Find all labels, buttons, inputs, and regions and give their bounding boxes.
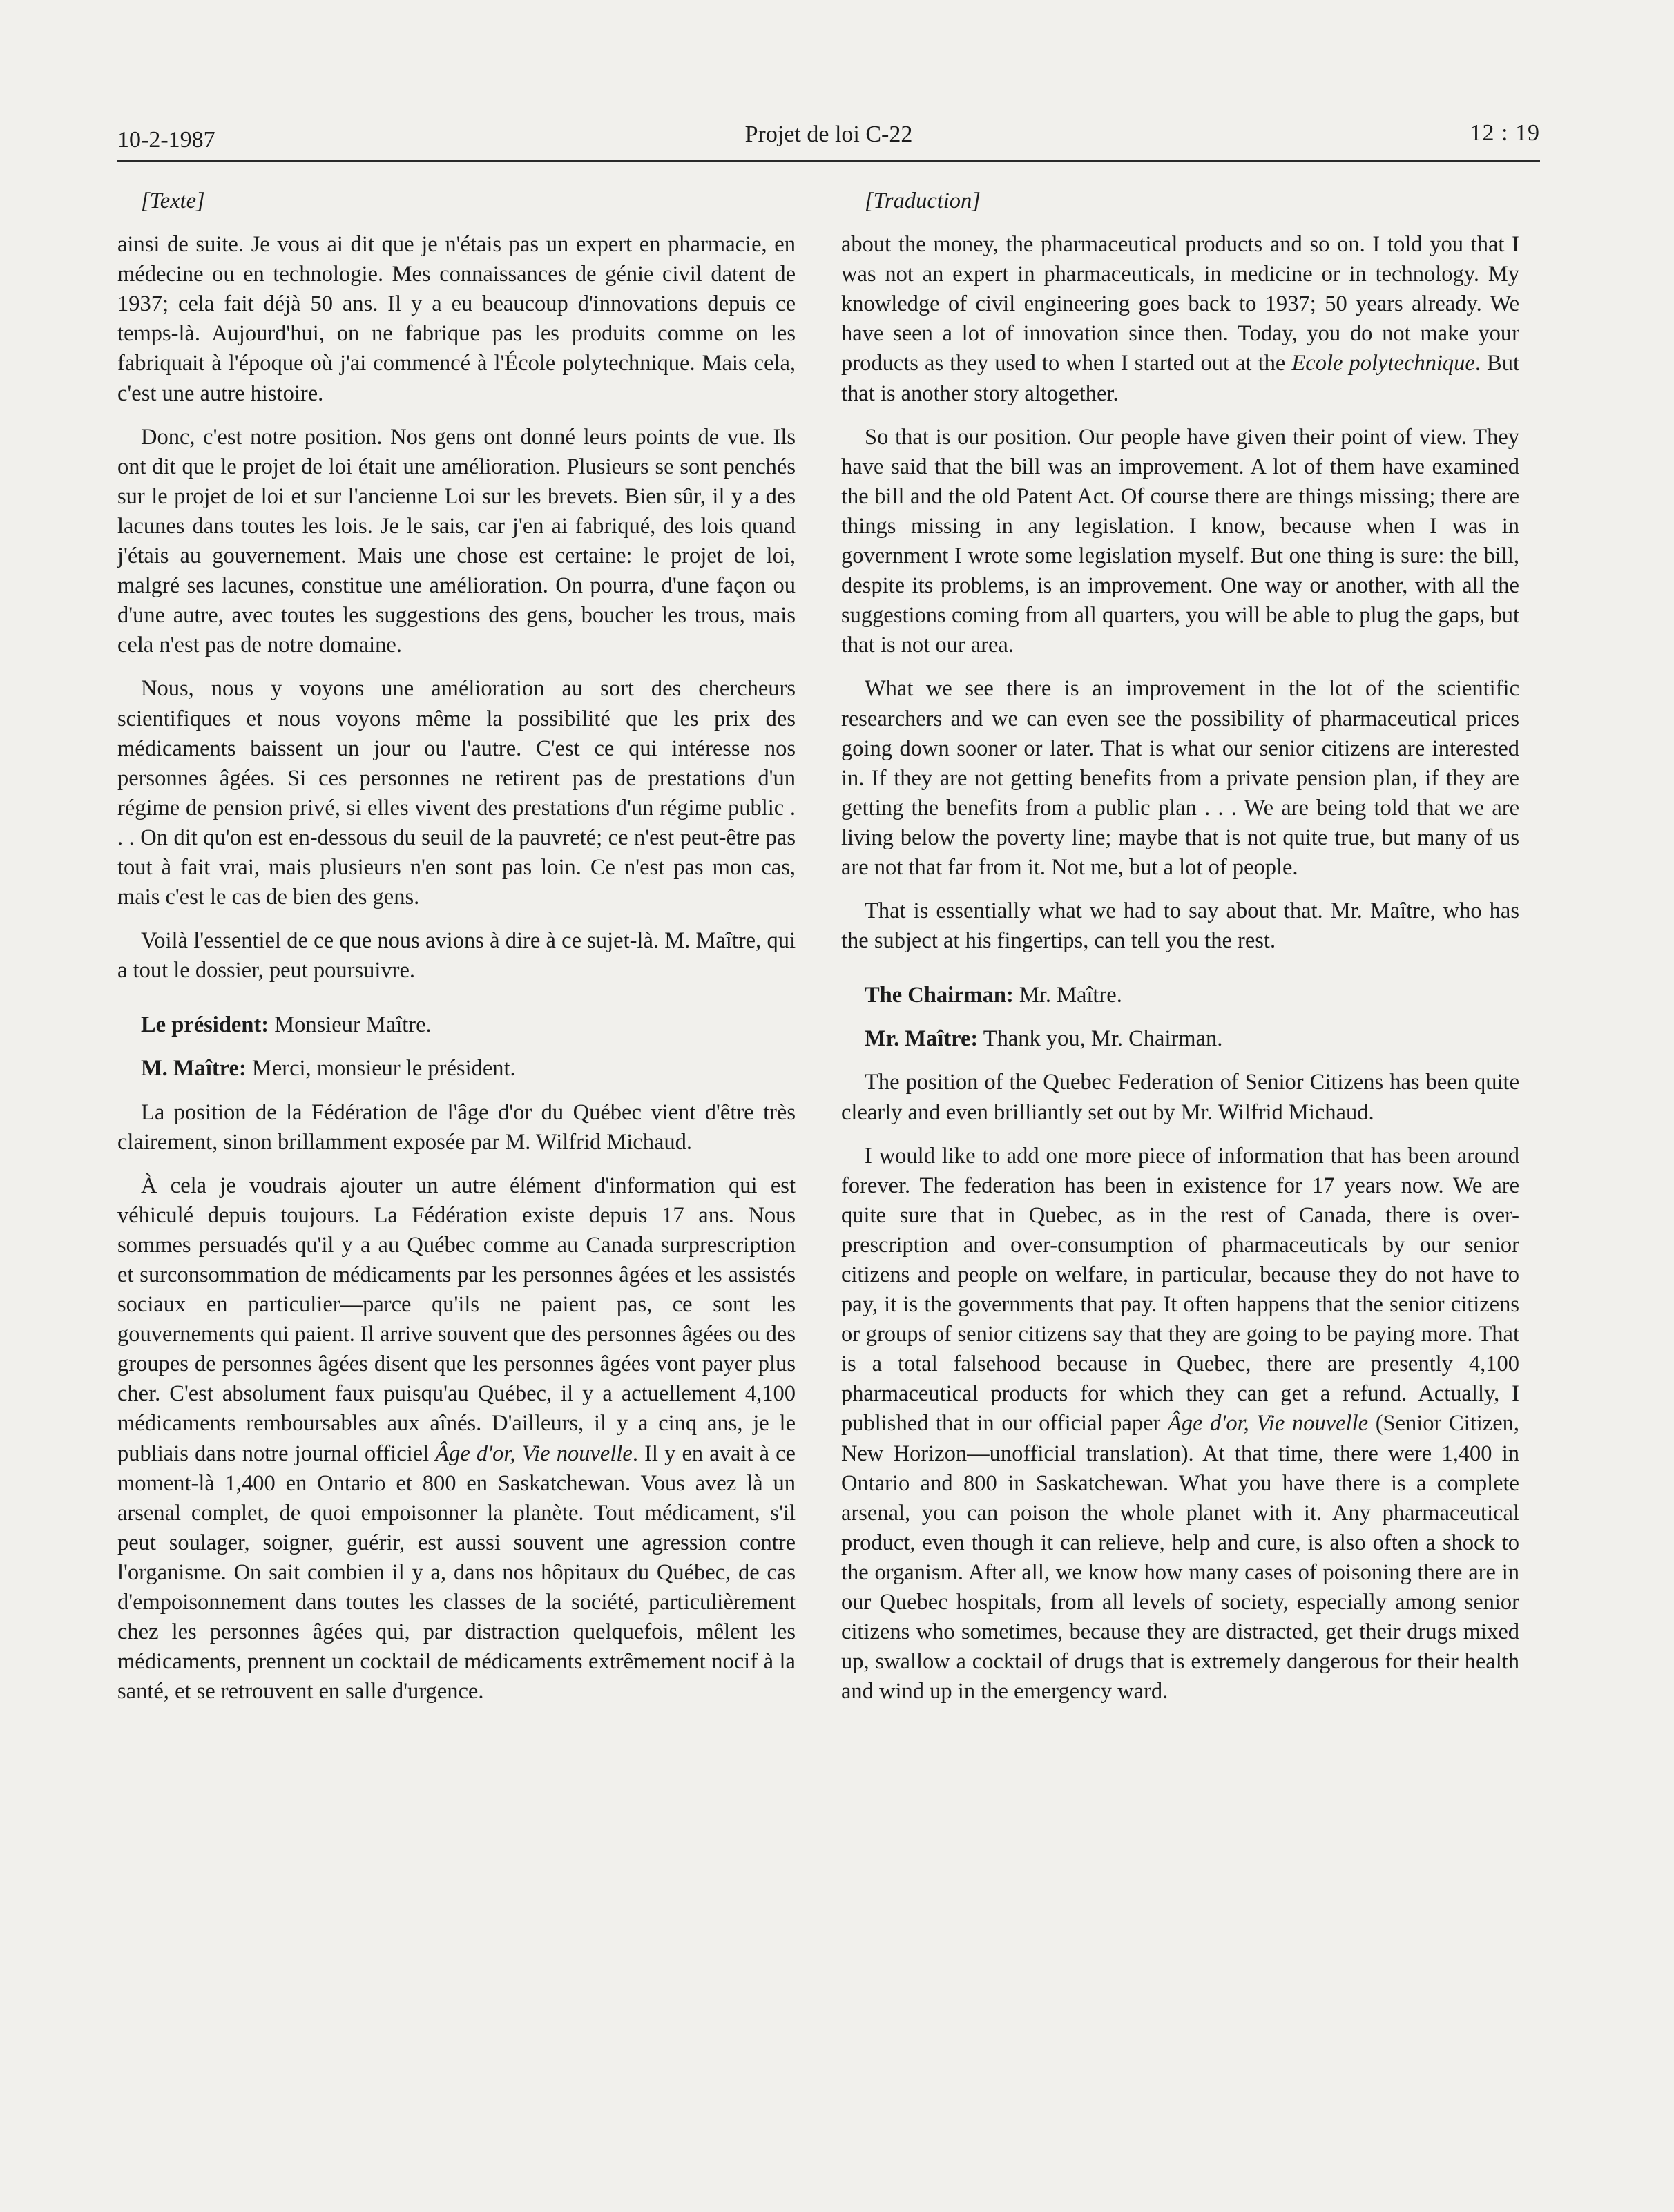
speaker-text: Merci, monsieur le président. (246, 1056, 516, 1081)
paragraph-text: . But that is another story altogether. (841, 351, 1519, 406)
paragraph: ainsi de suite. Je vous ai dit que je n'étais pas un expert en pharmacie, en médecine ou en technologie. Mes connaissances de génie civil datent de 1937; cela fait déjà 50 ans. Il y a eu beaucoup d'innovations depuis ce temps-là. Aujourd'hui, on ne fabrique pas les produits comme on les fabriquait à l'époque où j'ai commencé à l'École polytechnique. Mais cela, c'est une autre histoire. (117, 232, 796, 406)
paragraph (117, 1171, 796, 1707)
english-column (841, 186, 1519, 1720)
column-label: [Texte] (141, 189, 205, 213)
paragraph: La position de la Fédération de l'âge d'or du Québec vient d'être très clairement, sinon brillamment exposée par M. Wilfrid Michaud. (117, 1099, 796, 1155)
speaker-text: Thank you, Mr. Chairman. (978, 1026, 1223, 1052)
speaker-line (841, 981, 1519, 1010)
header-date: 10-2-1987 (117, 127, 215, 153)
speaker-line (841, 1024, 1519, 1054)
paragraph: What we see there is an improvement in the lot of the scientific researchers and we can even see the possibility of pharmaceutical prices going down sooner or later. That is what our senior citizens are interested in. If they are not getting benefits from a private pension plan, if they are getting the benefits from a public plan . . . We are being told that we are living below the poverty line; maybe that is not quite true, but many of us are not that far from it. Not me, but a lot of people. (841, 676, 1519, 880)
paragraph: Donc, c'est notre position. Nos gens ont donné leurs points de vue. Ils ont dit que le projet de loi était une amélioration. Plusieurs se sont penchés sur le projet de loi et sur l'ancienne Loi sur les brevets. Bien sûr, il y a des lacunes dans toutes les lois. Je le sais, car j'en ai fabriqué, des lois quand j'étais au gouvernement. Mais une chose est certaine: le projet de loi, malgré ses lacunes, constitue une amélioration. On pourra, d'une façon ou d'une autre, avec toutes les suggestions des gens, boucher les trous, mais cela n'est pas de notre domaine. (117, 424, 796, 658)
publication-title: Âge d'or, Vie nouvelle (1167, 1411, 1369, 1436)
paragraph: Nous, nous y voyons une amélioration au sort des chercheurs scientifiques et nous voyons même la possibilité que les prix des médicaments baissent un jour ou l'autre. C'est ce qui intéresse nos personnes âgées. Si ces personnes ne retirent pas de prestations d'un régime de pension privé, si elles vivent des prestations d'un régime public . . . On dit qu'on est en-dessous du seuil de la pauvreté; ce n'est peut-être pas tout à fait vrai, mais plusieurs n'en sont pas loin. Ce n'est pas mon cas, mais c'est le cas de bien des gens. (117, 676, 796, 910)
paragraph: That is essentially what we had to say about that. Mr. Maître, who has the subject at his fingertips, can tell you the rest. (841, 898, 1519, 954)
paragraph (841, 1142, 1519, 1707)
header-rule (117, 160, 1540, 162)
header-page-number: 12 : 19 (1470, 120, 1540, 146)
page-header (117, 117, 1540, 163)
paragraph (841, 230, 1519, 409)
institution-name: Ecole polytechnique (1291, 351, 1475, 376)
paragraph: The position of the Quebec Federation of Senior Citizens has been quite clearly and even brilliantly set out by Mr. Wilfrid Michaud. (841, 1070, 1519, 1125)
header-title: Projet de loi C-22 (744, 122, 913, 147)
paragraph-text: (Senior Citizen, New Horizon—unofficial translation). At that time, there were 1,400 in Ontario and 800 in Saskatchewan. What you have there is a complete arsenal, you can poison the whole planet with it. Any pharmaceutical product, even though it can relieve, help and cure, is also often a shock to the organism. After all, we know how many cases of poisoning there are in our Quebec hospitals, from all levels of society, especially among senior citizens who sometimes, because they are distracted, get their drugs mixed up, swallow a cocktail of drugs that is extremely dangerous for their health and wind up in the emergency ward. (841, 1411, 1519, 1704)
speaker-text: Mr. Maître. (1013, 983, 1122, 1008)
paragraph-text: . Il y en avait à ce moment-là 1,400 en Ontario et 800 en Saskatchewan. Vous avez là un arsenal complet, de quoi empoisonner la planète. Tout médicament, s'il peut soulager, soigner, guérir, est aussi souvent une agression contre l'organisme. On sait combien il y a, dans nos hôpitaux du Québec, de cas d'empoisonnement dans toutes les classes de la société, particulièrement chez les personnes âgées qui, par distraction quelquefois, mêlent les médicaments, prennent un cocktail de médicaments extrêmement nocif à la santé, et se retrouvent en salle d'urgence. (117, 1441, 796, 1704)
speaker-text: Monsieur Maître. (269, 1012, 432, 1038)
paragraph-text: about the money, the pharmaceutical products and so on. I told you that I was not an expert in pharmaceuticals, in medicine or in technology. My knowledge of civil engineering goes back to 1937; 50 years already. We have seen a lot of innovation since then. Today, you do not make your products as they used to when I started out at the (841, 232, 1519, 376)
speaker-name: Le président: (141, 1012, 269, 1038)
speaker-name: Mr. Maître: (865, 1026, 979, 1052)
speaker-line (117, 1010, 796, 1040)
publication-title: Âge d'or, Vie nouvelle (435, 1441, 633, 1466)
speaker-name: The Chairman: (865, 983, 1014, 1008)
paragraph-text: I would like to add one more piece of information that has been around forever. The federation has been in existence for 17 years now. We are quite sure that in Quebec, as in the rest of Canada, there is over-prescription and over-consumption of pharmaceuticals by our senior citizens and people on welfare, in particular, because they do not have to pay, it is the governments that pay. It often happens that the senior citizens or groups of senior citizens say that they are going to be paying more. That is a total falsehood because in Quebec, there are presently 4,100 pharmaceutical products for which they can get a refund. Actually, I published that in our official paper (841, 1143, 1519, 1436)
paragraph: So that is our position. Our people have given their point of view. They have said that the bill was an improvement. A lot of them have examined the bill and the old Patent Act. Of course there are things missing; there are things missing in any legislation. I know, because when I was in government I wrote some legislation myself. But one thing is sure: the bill, despite its problems, is an improvement. One way or another, with all the suggestions coming from all quarters, you will be able to plug the gaps, but that is not our area. (841, 424, 1519, 658)
column-label: [Traduction] (865, 189, 981, 213)
paragraph: Voilà l'essentiel de ce que nous avions à dire à ce sujet-là. M. Maître, qui a tout le dossier, peut poursuivre. (117, 928, 796, 983)
speaker-name: M. Maître: (141, 1056, 247, 1081)
french-column (117, 186, 796, 1720)
speaker-line (117, 1054, 796, 1084)
paragraph-text: À cela je voudrais ajouter un autre élément d'information qui est véhiculé depuis toujours. La Fédération existe depuis 17 ans. Nous sommes persuadés qu'il y a au Québec comme au Canada surprescription et surconsommation de médicaments par les personnes âgées et les assistés sociaux en particulier—parce qu'ils ne paient pas, ce sont les gouvernements qui paient. Il arrive souvent que des personnes âgées ou des groupes de personnes âgées disent que les personnes âgées vont payer plus cher. C'est absolument faux puisqu'au Québec, il y a actuellement 4,100 médicaments remboursables aux aînés. D'ailleurs, il y a cinq ans, je le publiais dans notre journal officiel (117, 1173, 796, 1466)
